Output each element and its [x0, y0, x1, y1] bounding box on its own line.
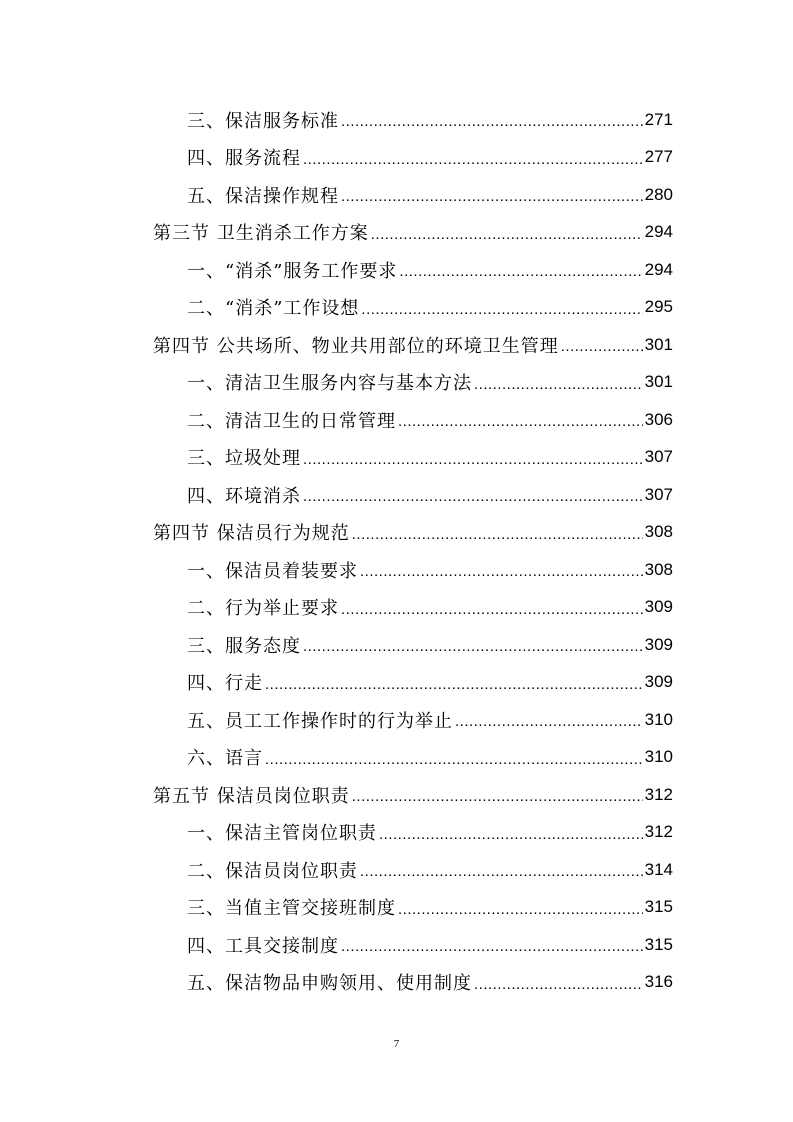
- toc-entry[interactable]: [187, 739, 673, 776]
- toc-entry-page: 308: [644, 522, 673, 541]
- toc-leader-dots: [361, 301, 642, 318]
- toc-section-entry[interactable]: [153, 776, 673, 813]
- toc-leader-dots: [352, 788, 643, 805]
- toc-entry[interactable]: [187, 889, 673, 926]
- toc-leader-dots: [379, 826, 643, 843]
- toc-entry-page: 294: [644, 259, 673, 279]
- toc-entry[interactable]: [187, 964, 673, 1001]
- toc-entry-title: 第四节 保洁员行为规范: [153, 523, 350, 544]
- toc-entry[interactable]: [187, 589, 673, 626]
- toc-leader-dots: [352, 526, 643, 543]
- toc-section-entry[interactable]: [153, 214, 673, 251]
- toc-entry-page: 310: [644, 747, 673, 766]
- toc-entry-title: 三、当值主管交接班制度: [187, 898, 396, 919]
- toc-leader-dots: [371, 226, 643, 243]
- toc-entry[interactable]: [187, 401, 673, 438]
- toc-entry[interactable]: [187, 439, 673, 476]
- toc-entry[interactable]: [187, 851, 673, 888]
- toc-entry-title: 二、保洁员岗位职责: [187, 860, 358, 882]
- toc-leader-dots: [341, 601, 643, 618]
- toc-entry-title: 第三节 卫生消杀工作方案: [153, 223, 369, 244]
- toc-entry[interactable]: [187, 664, 673, 701]
- toc-entry-title: 二、行为举止要求: [187, 598, 339, 619]
- toc-section-entry[interactable]: [153, 326, 673, 363]
- toc-entry-title: 二、“消杀”工作设想: [187, 298, 360, 319]
- toc-leader-dots: [360, 563, 643, 580]
- toc-entry-page: 312: [644, 784, 673, 804]
- toc-leader-dots: [303, 451, 643, 468]
- toc-entry-page: 306: [644, 409, 673, 429]
- toc-entry-page: 315: [644, 934, 673, 954]
- toc-entry[interactable]: [187, 364, 673, 401]
- toc-leader-dots: [398, 413, 643, 430]
- toc-entry-title: 二、清洁卫生的日常管理: [187, 410, 396, 432]
- toc-entry[interactable]: [187, 176, 673, 213]
- toc-entry-title: 一、保洁主管岗位职责: [187, 823, 377, 844]
- toc-entry-page: 308: [644, 559, 673, 579]
- toc-leader-dots: [303, 638, 643, 655]
- toc-leader-dots: [303, 151, 643, 168]
- toc-leader-dots: [265, 751, 643, 768]
- toc-section-entry[interactable]: [153, 514, 673, 551]
- toc-entry-title: 四、工具交接制度: [187, 935, 339, 957]
- toc-entry-title: 五、保洁物品申购领用、使用制度: [187, 973, 472, 994]
- toc-entry-page: 307: [644, 484, 673, 504]
- toc-leader-dots: [265, 676, 643, 693]
- toc-entry-page: 277: [644, 147, 673, 166]
- page-number: 7: [393, 1038, 400, 1050]
- toc-entry[interactable]: [187, 926, 673, 963]
- toc-entry-page: 309: [644, 672, 673, 691]
- toc-entry-title: 四、环境消杀: [187, 485, 301, 507]
- toc-entry-title: 一、“消杀”服务工作要求: [187, 260, 398, 282]
- toc-leader-dots: [474, 376, 643, 393]
- toc-entry-page: 316: [644, 972, 673, 991]
- toc-entry-page: 309: [644, 597, 673, 616]
- toc-leader-dots: [561, 338, 643, 355]
- toc-entry-page: 315: [644, 897, 673, 916]
- toc-entry-title: 三、保洁服务标准: [187, 110, 339, 132]
- toc-entry-title: 一、保洁员着装要求: [187, 560, 358, 582]
- toc-entry[interactable]: [187, 476, 673, 513]
- toc-entry-page: 307: [644, 447, 673, 466]
- toc-leader-dots: [341, 188, 643, 205]
- toc-entry-page: 294: [644, 222, 673, 241]
- toc-entry-title: 五、保洁操作规程: [187, 185, 339, 207]
- toc-entry-page: 301: [644, 334, 673, 354]
- toc-entry-title: 三、服务态度: [187, 635, 301, 657]
- toc-entry-page: 301: [644, 372, 673, 391]
- toc-leader-dots: [474, 976, 643, 993]
- toc-leader-dots: [303, 488, 643, 505]
- toc-entry[interactable]: [187, 251, 673, 288]
- toc-entry[interactable]: [187, 701, 673, 738]
- toc-leader-dots: [341, 938, 643, 955]
- toc-leader-dots: [398, 901, 643, 918]
- toc-entry[interactable]: [187, 101, 673, 138]
- toc-entry-title: 一、清洁卫生服务内容与基本方法: [187, 373, 472, 394]
- toc-entry-title: 六、语言: [187, 748, 263, 769]
- toc-entry-page: 295: [644, 297, 673, 316]
- toc-entry[interactable]: [187, 139, 673, 176]
- toc-leader-dots: [455, 713, 643, 730]
- toc-entry[interactable]: [187, 551, 673, 588]
- toc-entry-title: 五、员工工作操作时的行为举止: [187, 710, 453, 732]
- toc-entry[interactable]: [187, 289, 673, 326]
- toc-entry-page: 310: [644, 709, 673, 729]
- toc-entry-title: 第四节 公共场所、物业共用部位的环境卫生管理: [153, 335, 559, 357]
- toc-entry-page: 312: [644, 822, 673, 841]
- toc-entry-page: 280: [644, 184, 673, 204]
- toc-entry[interactable]: [187, 626, 673, 663]
- toc-entry-title: 三、垃圾处理: [187, 448, 301, 469]
- toc-leader-dots: [360, 863, 643, 880]
- toc-entry-page: 309: [644, 634, 673, 654]
- toc-entry-page: 314: [644, 859, 673, 879]
- toc-entry-title: 第五节 保洁员岗位职责: [153, 785, 350, 807]
- toc-leader-dots: [399, 263, 642, 280]
- toc-entry-page: 271: [644, 109, 673, 129]
- toc-entry-title: 四、服务流程: [187, 148, 301, 169]
- toc-entry[interactable]: [187, 814, 673, 851]
- toc-leader-dots: [341, 113, 643, 130]
- toc-entry-title: 四、行走: [187, 673, 263, 694]
